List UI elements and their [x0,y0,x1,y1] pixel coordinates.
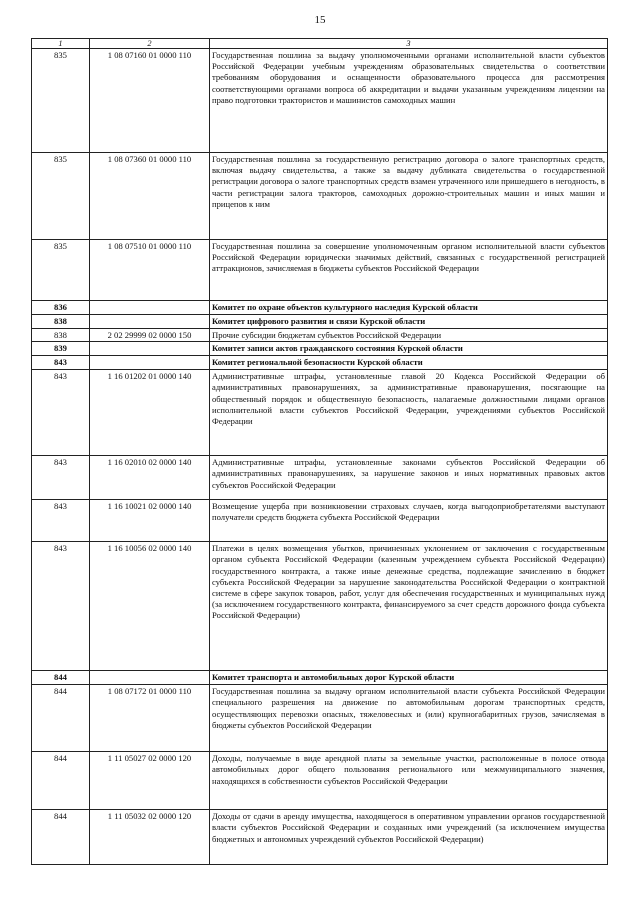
section-row [32,315,608,329]
revenue-description: Государственная пошлина за государственную регистрацию договора о залоге транспортных средств, включая выдачу свидетельства, а также за выдачу дубликата свидетельства о государственной регистрации договора о залоге транспортных средств взамен утраченного или пришедшего в негодность, в части регистрации залога тракторов, самоходных дорожно-строительных машин и иных машин и прицепов к ним [210,153,608,240]
section-row [32,301,608,315]
budget-classification-code: 1 08 07360 01 0000 110 [90,153,210,240]
budget-classification-code [90,315,210,329]
budget-classification-code [90,301,210,315]
committee-name: Комитет цифрового развития и связи Курской области [210,315,608,329]
admin-code: 843 [32,500,90,542]
budget-classification-code: 1 16 10056 02 0000 140 [90,542,210,671]
table-row [32,810,608,865]
column-header-3: 3 [210,39,608,49]
budget-classification-code: 1 16 01202 01 0000 140 [90,370,210,456]
revenue-description: Возмещение ущерба при возникновении страховых случаев, когда выгодоприобретателями выступают получатели средств бюджета субъекта Российской Федерации [210,500,608,542]
column-header-1: 1 [32,39,90,49]
admin-code: 844 [32,671,90,685]
admin-code: 844 [32,752,90,810]
table-row [32,240,608,301]
table-header-row [32,39,608,49]
section-row [32,671,608,685]
admin-code: 835 [32,240,90,301]
table-row [32,49,608,153]
budget-classification-code: 1 16 10021 02 0000 140 [90,500,210,542]
admin-code: 836 [32,301,90,315]
section-row [32,342,608,356]
budget-classification-code: 1 08 07510 01 0000 110 [90,240,210,301]
committee-name: Комитет транспорта и автомобильных дорог Курской области [210,671,608,685]
revenue-description: Прочие субсидии бюджетам субъектов Российской Федерации [210,329,608,342]
committee-name: Комитет записи актов гражданского состояния Курской области [210,342,608,356]
table-row [32,542,608,671]
admin-code: 835 [32,49,90,153]
table-row [32,370,608,456]
column-header-2: 2 [90,39,210,49]
admin-code: 838 [32,329,90,342]
revenue-description: Государственная пошлина за выдачу органом исполнительной власти субъекта Российской Федерации специального разрешения на движение по автомобильным дорогам транспортных средств, осуществляющих перевозки опасных, тяжеловесных и (или) крупногабаритных грузов, зачисляемая в бюджеты субъектов Российской Федерации [210,685,608,752]
budget-classification-code [90,356,210,370]
committee-name: Комитет по охране объектов культурного наследия Курской области [210,301,608,315]
revenue-description: Административные штрафы, установленные законами субъектов Российской Федерации об административных правонарушениях, за нарушение законов и иных нормативных правовых актов субъектов Российской Федерации [210,456,608,500]
admin-code: 844 [32,685,90,752]
admin-code: 839 [32,342,90,356]
revenue-description: Доходы, получаемые в виде арендной платы за земельные участки, расположенные в полосе отвода автомобильных дорог общего пользования регионального или межмуниципального значения, находящихся в собственности субъектов Российской Федерации [210,752,608,810]
revenue-description: Доходы от сдачи в аренду имущества, находящегося в оперативном управлении органов государственной власти субъектов Российской Федерации и созданных ими учреждений (за исключением имущества бюджетных и автономных учреждений субъектов Российской Федерации) [210,810,608,865]
admin-code: 843 [32,542,90,671]
table-row [32,456,608,500]
revenue-codes-table [31,38,608,865]
committee-name: Комитет региональной безопасности Курской области [210,356,608,370]
budget-classification-code: 1 11 05032 02 0000 120 [90,810,210,865]
budget-classification-code: 2 02 29999 02 0000 150 [90,329,210,342]
revenue-description: Платежи в целях возмещения убытков, причиненных уклонением от заключения с государственным органом субъекта Российской Федерации (казенным учреждением субъекта Российской Федерации) государственного контракта, а также иные денежные средства, подлежащие зачислению в бюджет субъекта Российской Федерации за нарушение законодательства Российской Федерации о контрактной системе в сфере закупок товаров, работ, услуг для обеспечения государственных и муниципальных нужд (за исключением государственного контракта, финансируемого за счет средств дорожного фонда субъекта Российской Федерации) [210,542,608,671]
section-row [32,356,608,370]
admin-code: 844 [32,810,90,865]
budget-classification-code: 1 16 02010 02 0000 140 [90,456,210,500]
table-row [32,752,608,810]
revenue-description: Государственная пошлина за совершение уполномоченным органом исполнительной власти субъектов Российской Федерации юридически значимых действий, связанных с государственной регистрацией аттракционов, зачисляемая в бюджеты субъектов Российской Федерации [210,240,608,301]
admin-code: 838 [32,315,90,329]
revenue-description: Административные штрафы, установленные главой 20 Кодекса Российской Федерации об административных правонарушениях, за административные правонарушения, посягающие на общественный порядок и общественную безопасность, налагаемые должностными лицами органов исполнительной власти субъектов Российской Федерации, учреждениями субъектов Российской Федерации [210,370,608,456]
table-row [32,685,608,752]
budget-classification-code: 1 11 05027 02 0000 120 [90,752,210,810]
admin-code: 843 [32,370,90,456]
budget-classification-code [90,342,210,356]
admin-code: 843 [32,456,90,500]
table-row [32,500,608,542]
page-number: 15 [314,14,326,26]
admin-code: 835 [32,153,90,240]
budget-classification-code: 1 08 07160 01 0000 110 [90,49,210,153]
revenue-description: Государственная пошлина за выдачу уполномоченными органами исполнительной власти субъектов Российской Федерации учебным учреждениям образовательных свидетельства о соответствии требованиям оборудования и оснащенности образовательного процесса для рассмотрения соответствующими органами вопроса об аккредитации и выдачи указанным учреждениям лицензии на право подготовки трактористов и машинистов самоходных машин [210,49,608,153]
budget-classification-code [90,671,210,685]
admin-code: 843 [32,356,90,370]
table-row [32,329,608,342]
table-row [32,153,608,240]
budget-classification-code: 1 08 07172 01 0000 110 [90,685,210,752]
